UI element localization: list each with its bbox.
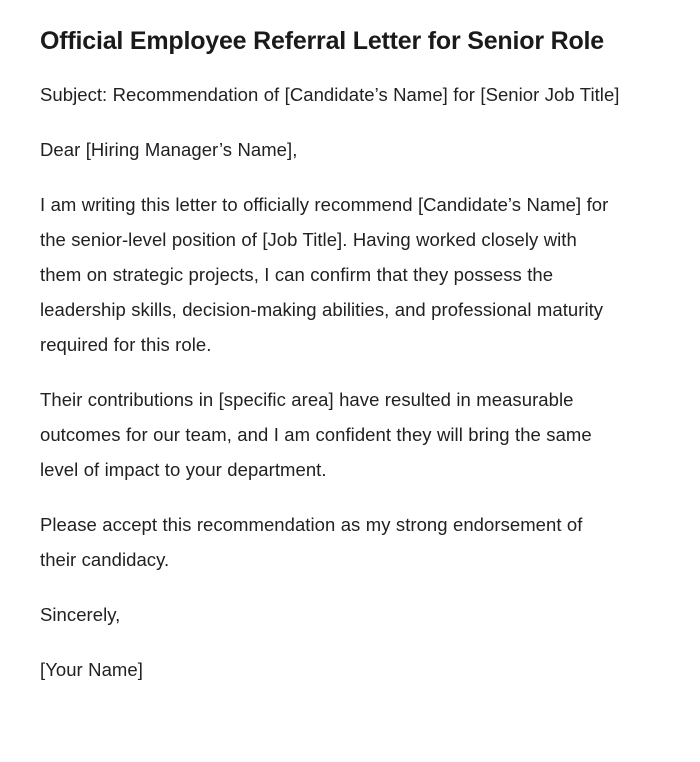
body-paragraph-2: Their contributions in [specific area] have resulted in measurable outcomes for our team, and I am confident they will bring the same level of impact to your department. (40, 389, 592, 480)
salutation: Dear [Hiring Manager’s Name], (40, 139, 298, 160)
sign-off: Sincerely, (40, 604, 121, 625)
letter-body (40, 77, 622, 687)
signature-name: [Your Name] (40, 659, 143, 680)
page-title: Official Employee Referral Letter for Senior Role (40, 27, 604, 55)
body-paragraph-1: I am writing this letter to officially recommend [Candidate’s Name] for the senior-level position of [Job Title]. Having worked closely with them on strategic projects, I can confirm that they possess the leadership skills, decision-making abilities, and professional maturity required for this role. (40, 194, 609, 355)
subject-line: Subject: Recommendation of [Candidate’s Name] for [Senior Job Title] (40, 84, 620, 105)
body-paragraph-3: Please accept this recommendation as my strong endorsement of their candidacy. (40, 514, 583, 570)
